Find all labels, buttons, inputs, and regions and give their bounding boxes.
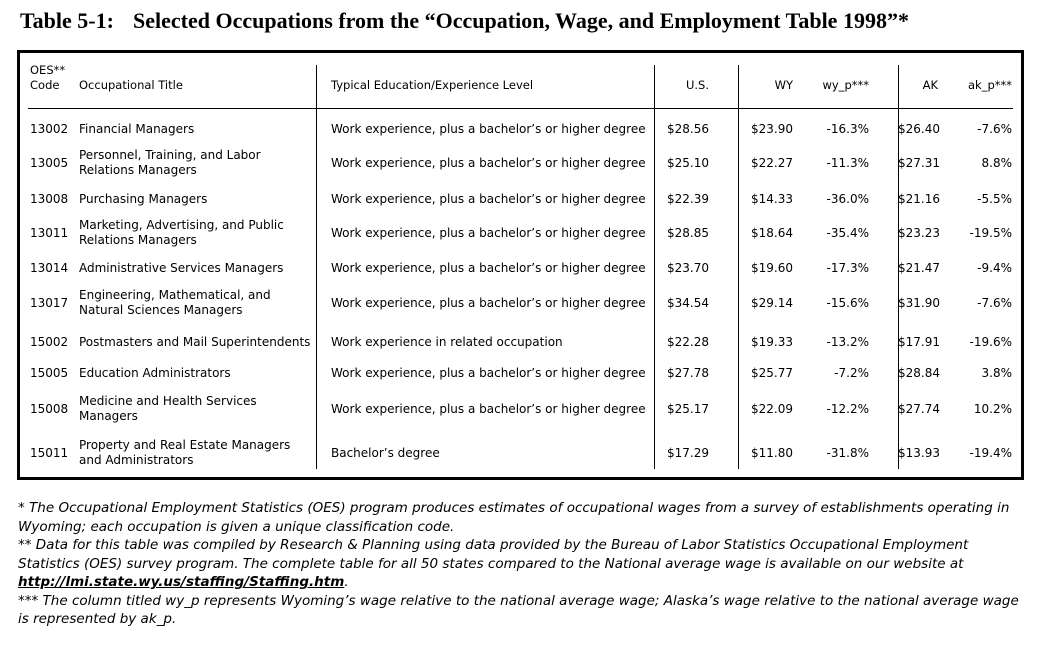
cell-us: $17.29	[667, 445, 709, 460]
cell-education: Work experience, plus a bachelor’s or higher degree	[331, 365, 646, 380]
footnote-1: * The Occupational Employment Statistics (OES) program produces estimates of occupational wages from a survey of establishments operating in Wyoming; each occupation is given a unique classification code.	[18, 500, 1010, 535]
header-education: Typical Education/Experience Level	[331, 78, 534, 92]
cell-us: $28.85	[667, 225, 709, 240]
cell-ak: $26.40	[898, 121, 940, 136]
cell-wy: $29.14	[751, 295, 793, 310]
footnote-3: *** The column titled wy_p represents Wyoming’s wage relative to the national average wage; Alaska’s wage relative to the national average wage is represented by ak_p.	[18, 592, 1019, 627]
header-code-line1: OES**	[30, 63, 66, 77]
cell-ak-p: 8.8%	[981, 155, 1012, 170]
cell-wy: $14.33	[751, 191, 793, 206]
table-title-text: Selected Occupations from the “Occupation, Wage, and Employment Table 1998”*	[133, 8, 909, 33]
cell-ak-p: -7.6%	[977, 295, 1012, 310]
title-line: Education Administrators	[79, 365, 231, 380]
cell-occupational-title	[79, 261, 314, 276]
header-divider	[28, 108, 1013, 109]
cell-ak: $17.91	[898, 334, 940, 349]
header-code	[30, 63, 65, 93]
title-line: and Administrators	[79, 453, 194, 467]
cell-ak: $27.31	[898, 155, 940, 170]
cell-us: $27.78	[667, 365, 709, 380]
cell-occupational-title	[79, 394, 314, 424]
cell-code: 15011	[30, 445, 69, 460]
footnote-2	[18, 536, 1028, 592]
title-line: Personnel, Training, and Labor	[79, 148, 261, 162]
cell-wy: $19.60	[751, 260, 793, 275]
cell-wy: $22.09	[751, 401, 793, 416]
cell-occupational-title	[79, 438, 314, 468]
cell-ak-p: -9.4%	[977, 260, 1012, 275]
title-line: Postmasters and Mail Superintendents	[79, 334, 311, 349]
cell-education: Work experience, plus a bachelor’s or higher degree	[331, 225, 646, 240]
cell-ak: $21.47	[898, 260, 940, 275]
header-code-line2: Code	[30, 78, 60, 92]
cell-ak-p: -19.5%	[969, 225, 1012, 240]
cell-ak-p: -19.6%	[969, 334, 1012, 349]
cell-code: 13002	[30, 121, 69, 136]
cell-code: 15008	[30, 401, 69, 416]
cell-occupational-title	[79, 288, 314, 318]
header-wy: WY	[774, 78, 793, 92]
cell-us: $23.70	[667, 260, 709, 275]
staffing-website-link[interactable]: http://lmi.state.wy.us/staffing/Staffing.htm	[18, 574, 345, 590]
cell-wy-p: -12.2%	[826, 401, 869, 416]
cell-ak-p: -7.6%	[977, 121, 1012, 136]
occupation-table	[17, 50, 1024, 480]
cell-wy-p: -17.3%	[826, 260, 869, 275]
title-line: Financial Managers	[79, 121, 195, 136]
cell-code: 13011	[30, 225, 69, 240]
title-line: Natural Sciences Managers	[79, 303, 243, 317]
cell-ak-p: -19.4%	[969, 445, 1012, 460]
cell-education: Work experience, plus a bachelor’s or higher degree	[331, 260, 646, 275]
title-line: Purchasing Managers	[79, 191, 208, 206]
table-number: Table 5-1:	[20, 8, 114, 33]
cell-wy-p: -36.0%	[826, 191, 869, 206]
footnote-2-text: ** Data for this table was compiled by Research & Planning using data provided by the Bureau of Labor Statistics Occupational Employment Statistics (OES) survey program. The complete table for all 50 states compared to the National average wage is available on our website at	[18, 537, 969, 572]
cell-ak: $21.16	[898, 191, 940, 206]
cell-occupational-title	[79, 192, 314, 207]
cell-wy: $22.27	[751, 155, 793, 170]
cell-code: 13008	[30, 191, 69, 206]
cell-ak-p: 3.8%	[981, 365, 1012, 380]
cell-education: Work experience, plus a bachelor’s or higher degree	[331, 121, 646, 136]
cell-ak: $23.23	[898, 225, 940, 240]
cell-occupational-title	[79, 148, 314, 178]
cell-education: Work experience, plus a bachelor’s or higher degree	[331, 191, 646, 206]
column-divider	[316, 65, 317, 469]
title-line: Relations Managers	[79, 163, 197, 177]
cell-education: Work experience, plus a bachelor’s or higher degree	[331, 295, 646, 310]
cell-wy-p: -15.6%	[826, 295, 869, 310]
cell-ak: $27.74	[898, 401, 940, 416]
cell-ak: $31.90	[898, 295, 940, 310]
title-line: Administrative Services Managers	[79, 260, 284, 275]
cell-code: 13014	[30, 260, 69, 275]
cell-wy: $25.77	[751, 365, 793, 380]
title-line: Marketing, Advertising, and Public	[79, 218, 284, 232]
cell-us: $25.17	[667, 401, 709, 416]
header-ak-p: ak_p***	[967, 78, 1012, 92]
title-line: Property and Real Estate Managers	[79, 438, 291, 452]
cell-ak: $28.84	[898, 365, 940, 380]
header-us: U.S.	[685, 78, 709, 92]
title-line: Managers	[79, 409, 138, 423]
cell-occupational-title	[79, 335, 314, 350]
cell-us: $25.10	[667, 155, 709, 170]
cell-code: 13017	[30, 295, 69, 310]
cell-us: $22.39	[667, 191, 709, 206]
cell-us: $28.56	[667, 121, 709, 136]
cell-wy: $23.90	[751, 121, 793, 136]
cell-wy-p: -11.3%	[826, 155, 869, 170]
cell-wy-p: -7.2%	[834, 365, 869, 380]
cell-ak: $13.93	[898, 445, 940, 460]
footnotes	[18, 499, 1028, 629]
table-title	[20, 8, 909, 34]
cell-education: Work experience, plus a bachelor’s or higher degree	[331, 401, 646, 416]
cell-wy-p: -31.8%	[826, 445, 869, 460]
title-line: Engineering, Mathematical, and	[79, 288, 271, 302]
cell-code: 15005	[30, 365, 69, 380]
cell-occupational-title	[79, 122, 314, 137]
header-ak: AK	[922, 78, 938, 92]
cell-code: 15002	[30, 334, 69, 349]
cell-education: Bachelor’s degree	[331, 445, 440, 460]
cell-wy: $11.80	[751, 445, 793, 460]
cell-us: $34.54	[667, 295, 709, 310]
cell-ak-p: -5.5%	[977, 191, 1012, 206]
cell-code: 13005	[30, 155, 69, 170]
cell-wy-p: -13.2%	[826, 334, 869, 349]
title-line: Medicine and Health Services	[79, 394, 257, 408]
cell-wy: $18.64	[751, 225, 793, 240]
cell-wy-p: -16.3%	[826, 121, 869, 136]
cell-wy: $19.33	[751, 334, 793, 349]
header-occupational-title: Occupational Title	[79, 78, 183, 92]
footnote-2-end: .	[344, 574, 349, 590]
title-line: Relations Managers	[79, 233, 197, 247]
cell-occupational-title	[79, 366, 314, 381]
cell-ak-p: 10.2%	[973, 401, 1012, 416]
cell-education: Work experience in related occupation	[331, 334, 563, 349]
cell-education: Work experience, plus a bachelor’s or higher degree	[331, 155, 646, 170]
cell-us: $22.28	[667, 334, 709, 349]
cell-wy-p: -35.4%	[826, 225, 869, 240]
header-wy-p: wy_p***	[822, 78, 869, 92]
cell-occupational-title	[79, 218, 314, 248]
